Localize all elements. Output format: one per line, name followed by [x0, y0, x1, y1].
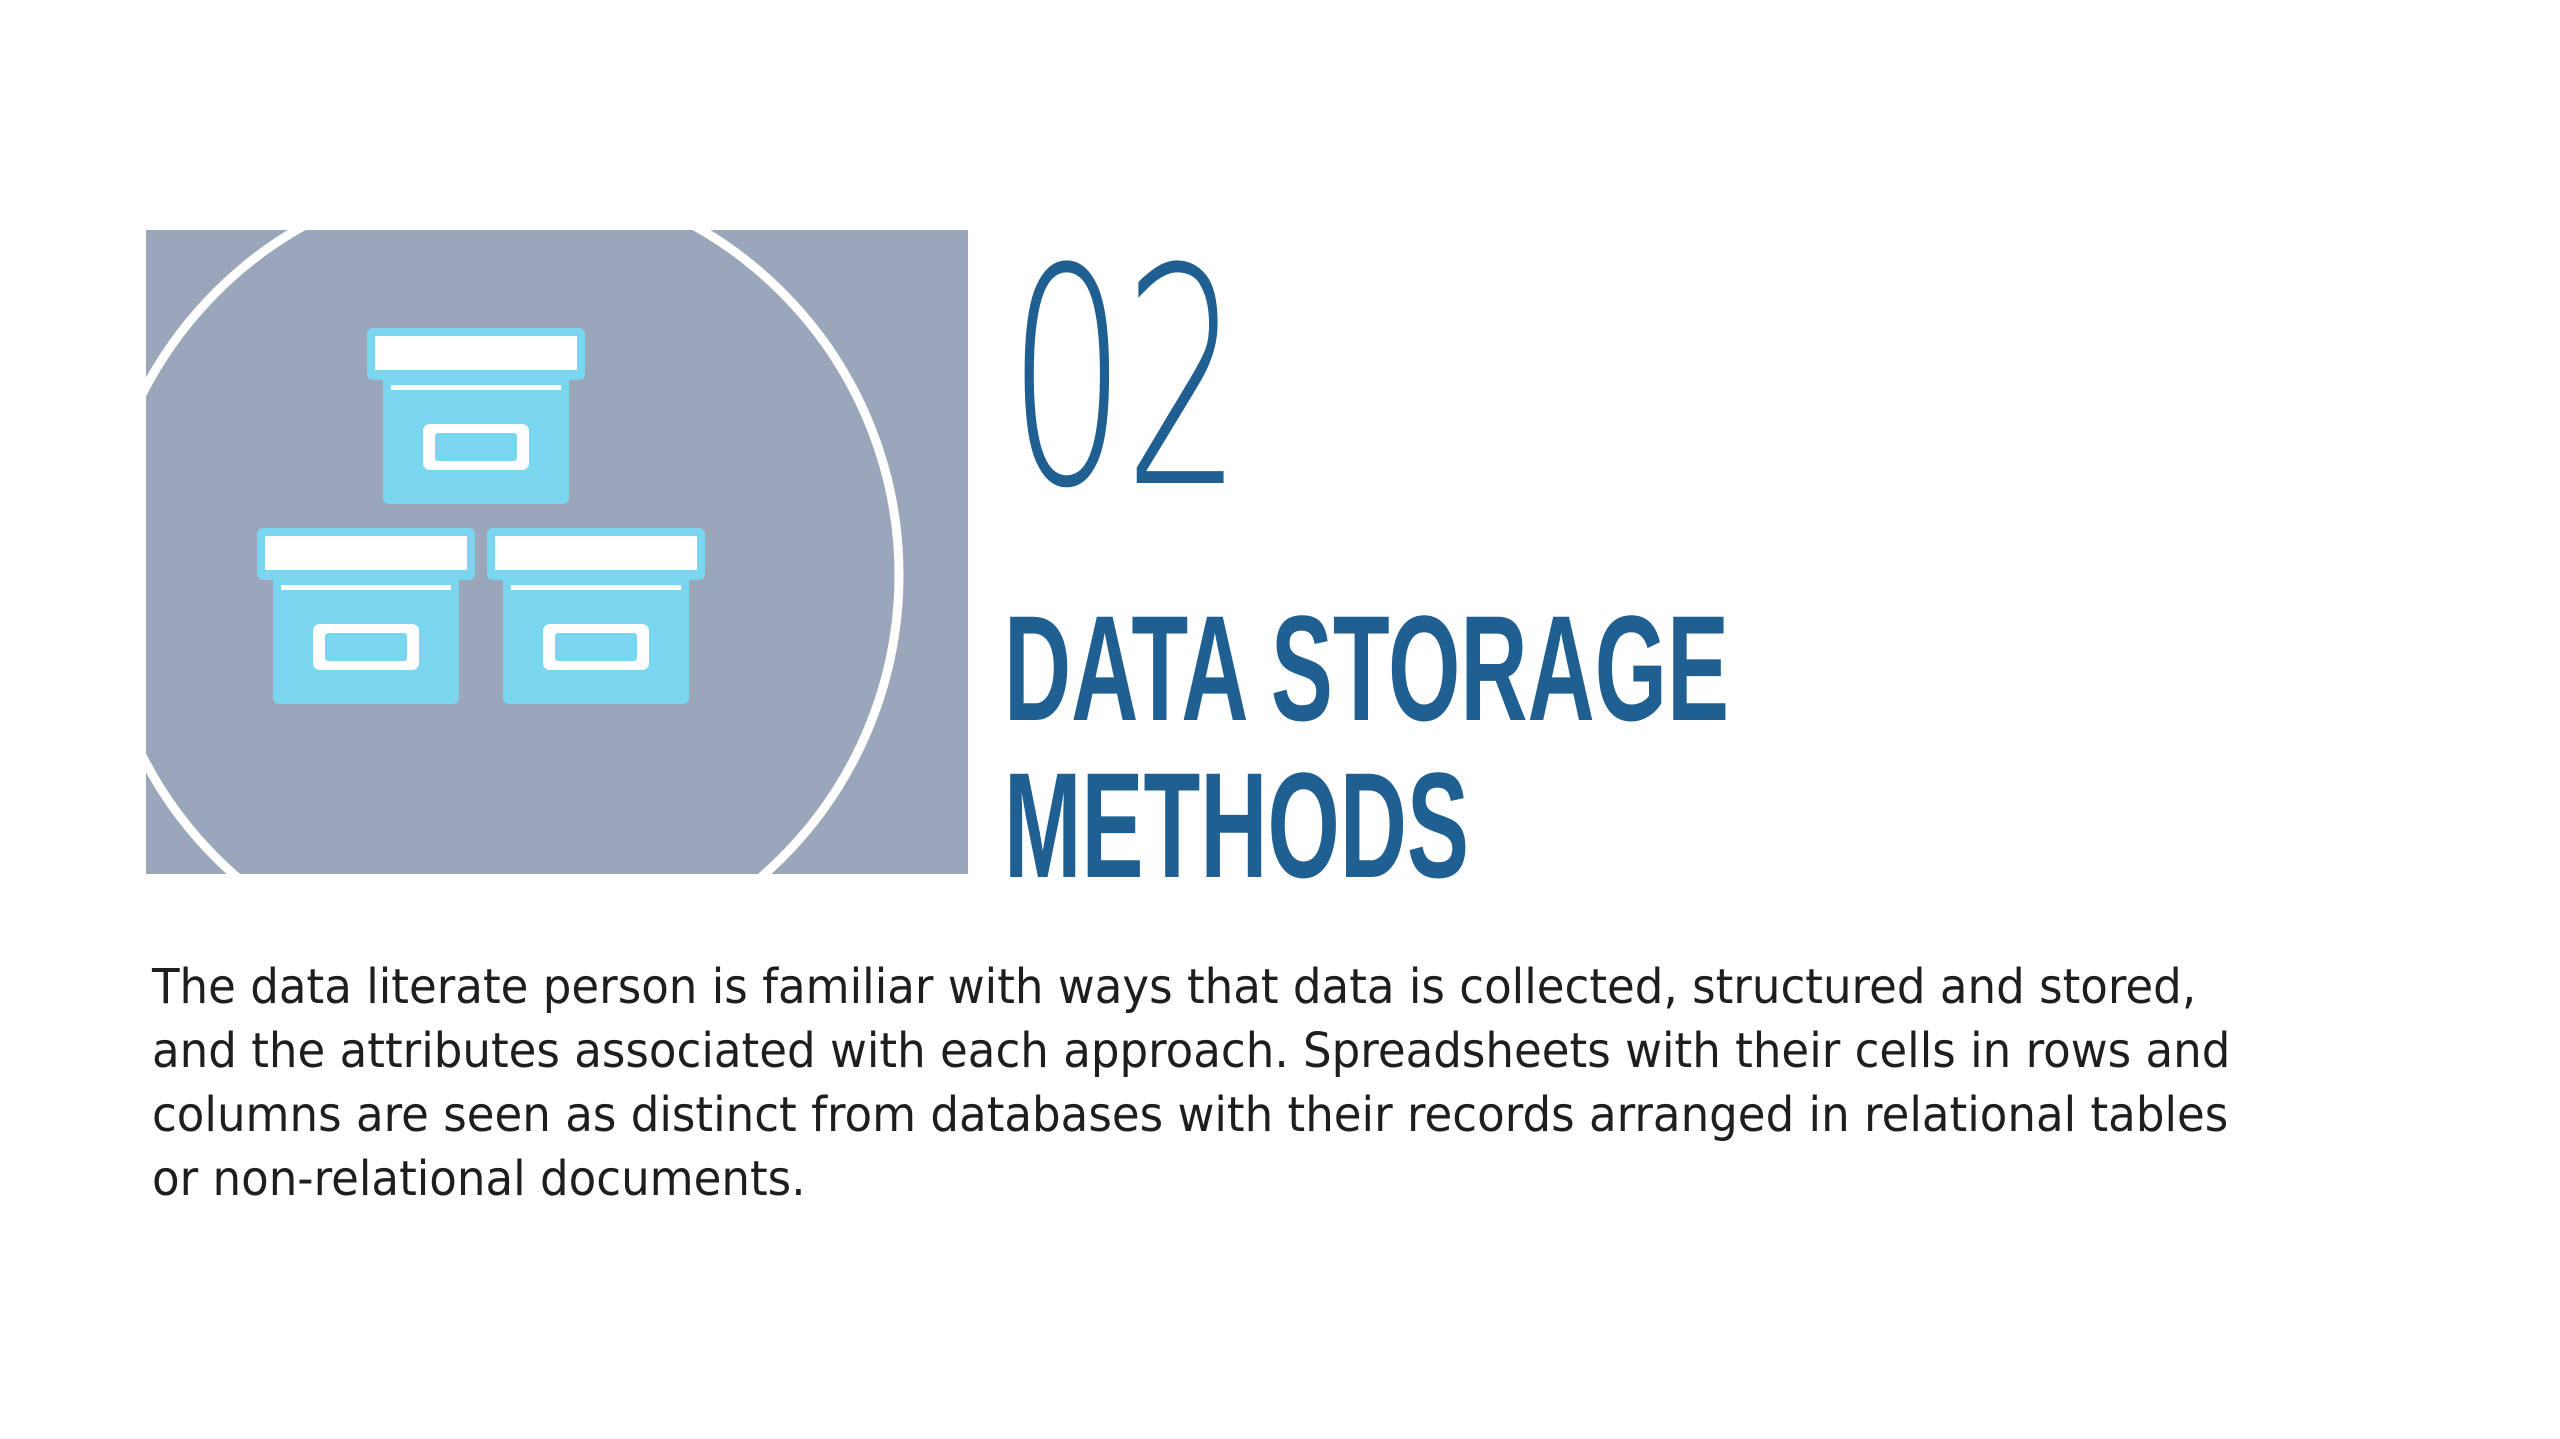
body-paragraph	[152, 955, 2231, 1211]
illustration-panel	[146, 230, 968, 874]
box-top	[367, 328, 585, 504]
section-number: 02	[1008, 205, 1240, 554]
body-line: The data literate person is familiar with ways that data is collected, structured and stored,	[152, 959, 2197, 1015]
body-line: and the attributes associated with each approach. Spreadsheets with their cells in rows and	[152, 1023, 2231, 1079]
body-line: columns are seen as distinct from databases with their records arranged in relational tables	[152, 1087, 2229, 1143]
body-line: or non-relational documents.	[152, 1151, 806, 1207]
section-title-line-2: METHODS	[1004, 741, 1469, 909]
box-bottom-right	[487, 528, 705, 704]
section-title	[1004, 584, 1748, 909]
box-bottom-left	[257, 528, 475, 704]
storage-boxes-icon	[146, 230, 968, 874]
section-title-line-1: DATA STORAGE	[1004, 584, 1730, 752]
